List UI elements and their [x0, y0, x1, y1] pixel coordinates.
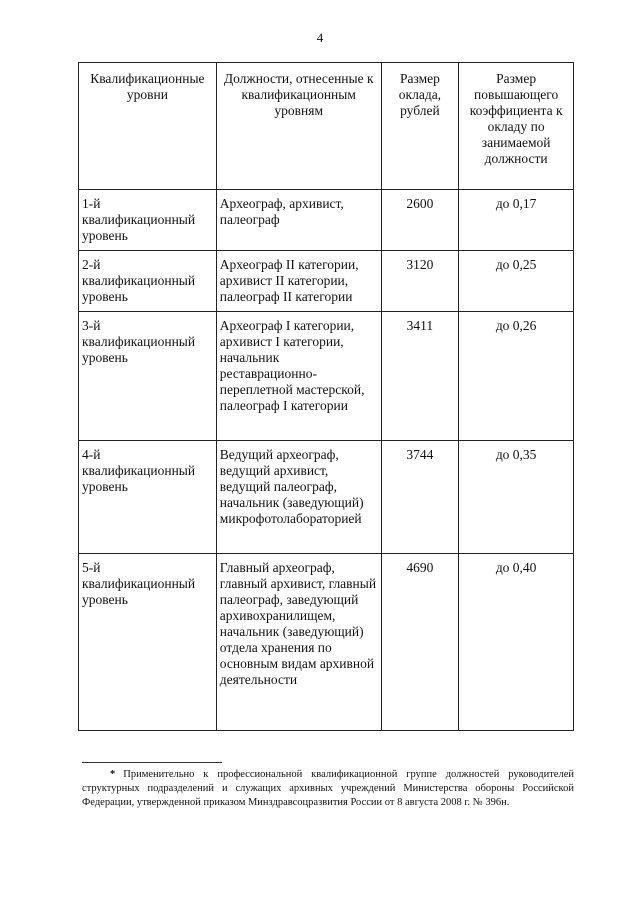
- cell-salary: 3744: [381, 441, 459, 554]
- footnote-mark: *: [110, 769, 116, 780]
- header-coefficient: Размер повышающего коэффициента к окладу по занимаемой должности: [459, 63, 574, 190]
- cell-positions: Археограф II категории, архивист II категории, палеограф II категории: [216, 251, 381, 312]
- cell-coefficient: до 0,35: [459, 441, 574, 554]
- cell-positions: Ведущий археограф, ведущий архивист, ведущий палеограф, начальник (заведующий) микрофотолабораторией: [216, 441, 381, 554]
- page-number: 4: [316, 30, 324, 45]
- cell-level: 5-й квалификационный уровень: [79, 554, 217, 731]
- table-row: [79, 441, 574, 554]
- cell-level: 1-й квалификационный уровень: [79, 190, 217, 251]
- cell-salary: 3411: [381, 312, 459, 441]
- table-row: [79, 251, 574, 312]
- cell-positions: Археограф, архивист, палеограф: [216, 190, 381, 251]
- header-positions: Должности, отнесенные к квалификационным уровням: [216, 63, 381, 190]
- cell-level: 4-й квалификационный уровень: [79, 441, 217, 554]
- cell-coefficient: до 0,40: [459, 554, 574, 731]
- cell-salary: 4690: [381, 554, 459, 731]
- cell-coefficient: до 0,25: [459, 251, 574, 312]
- header-salary: Размер оклада, рублей: [381, 63, 459, 190]
- footnote-text: Применительно к профессиональной квалификационной группе должностей руководителей структурных подразделений и служащих архивных учреждений Министерства обороны Российской Федерации, утвержденной приказом Минздравсоцразвития России от 8 августа 2008 г. № 396н.: [82, 769, 574, 808]
- cell-positions: Археограф I категории, архивист I категории, начальник реставрационно-переплетной мастерской, палеограф I категории: [216, 312, 381, 441]
- cell-coefficient: до 0,17: [459, 190, 574, 251]
- table-header-row: [79, 63, 574, 190]
- footnote-divider: [82, 762, 222, 763]
- cell-salary: 3120: [381, 251, 459, 312]
- table-row: [79, 312, 574, 441]
- cell-level: 2-й квалификационный уровень: [79, 251, 217, 312]
- cell-positions: Главный археограф, главный архивист, главный палеограф, заведующий архивохранилищем, начальник (заведующий) отдела хранения по основным видам архивной деятельности: [216, 554, 381, 731]
- table-row: [79, 190, 574, 251]
- cell-salary: 2600: [381, 190, 459, 251]
- header-level: Квалификационные уровни: [79, 63, 217, 190]
- cell-coefficient: до 0,26: [459, 312, 574, 441]
- footnote: [82, 768, 574, 810]
- cell-level: 3-й квалификационный уровень: [79, 312, 217, 441]
- qualification-table: [78, 62, 574, 731]
- table-row: [79, 554, 574, 731]
